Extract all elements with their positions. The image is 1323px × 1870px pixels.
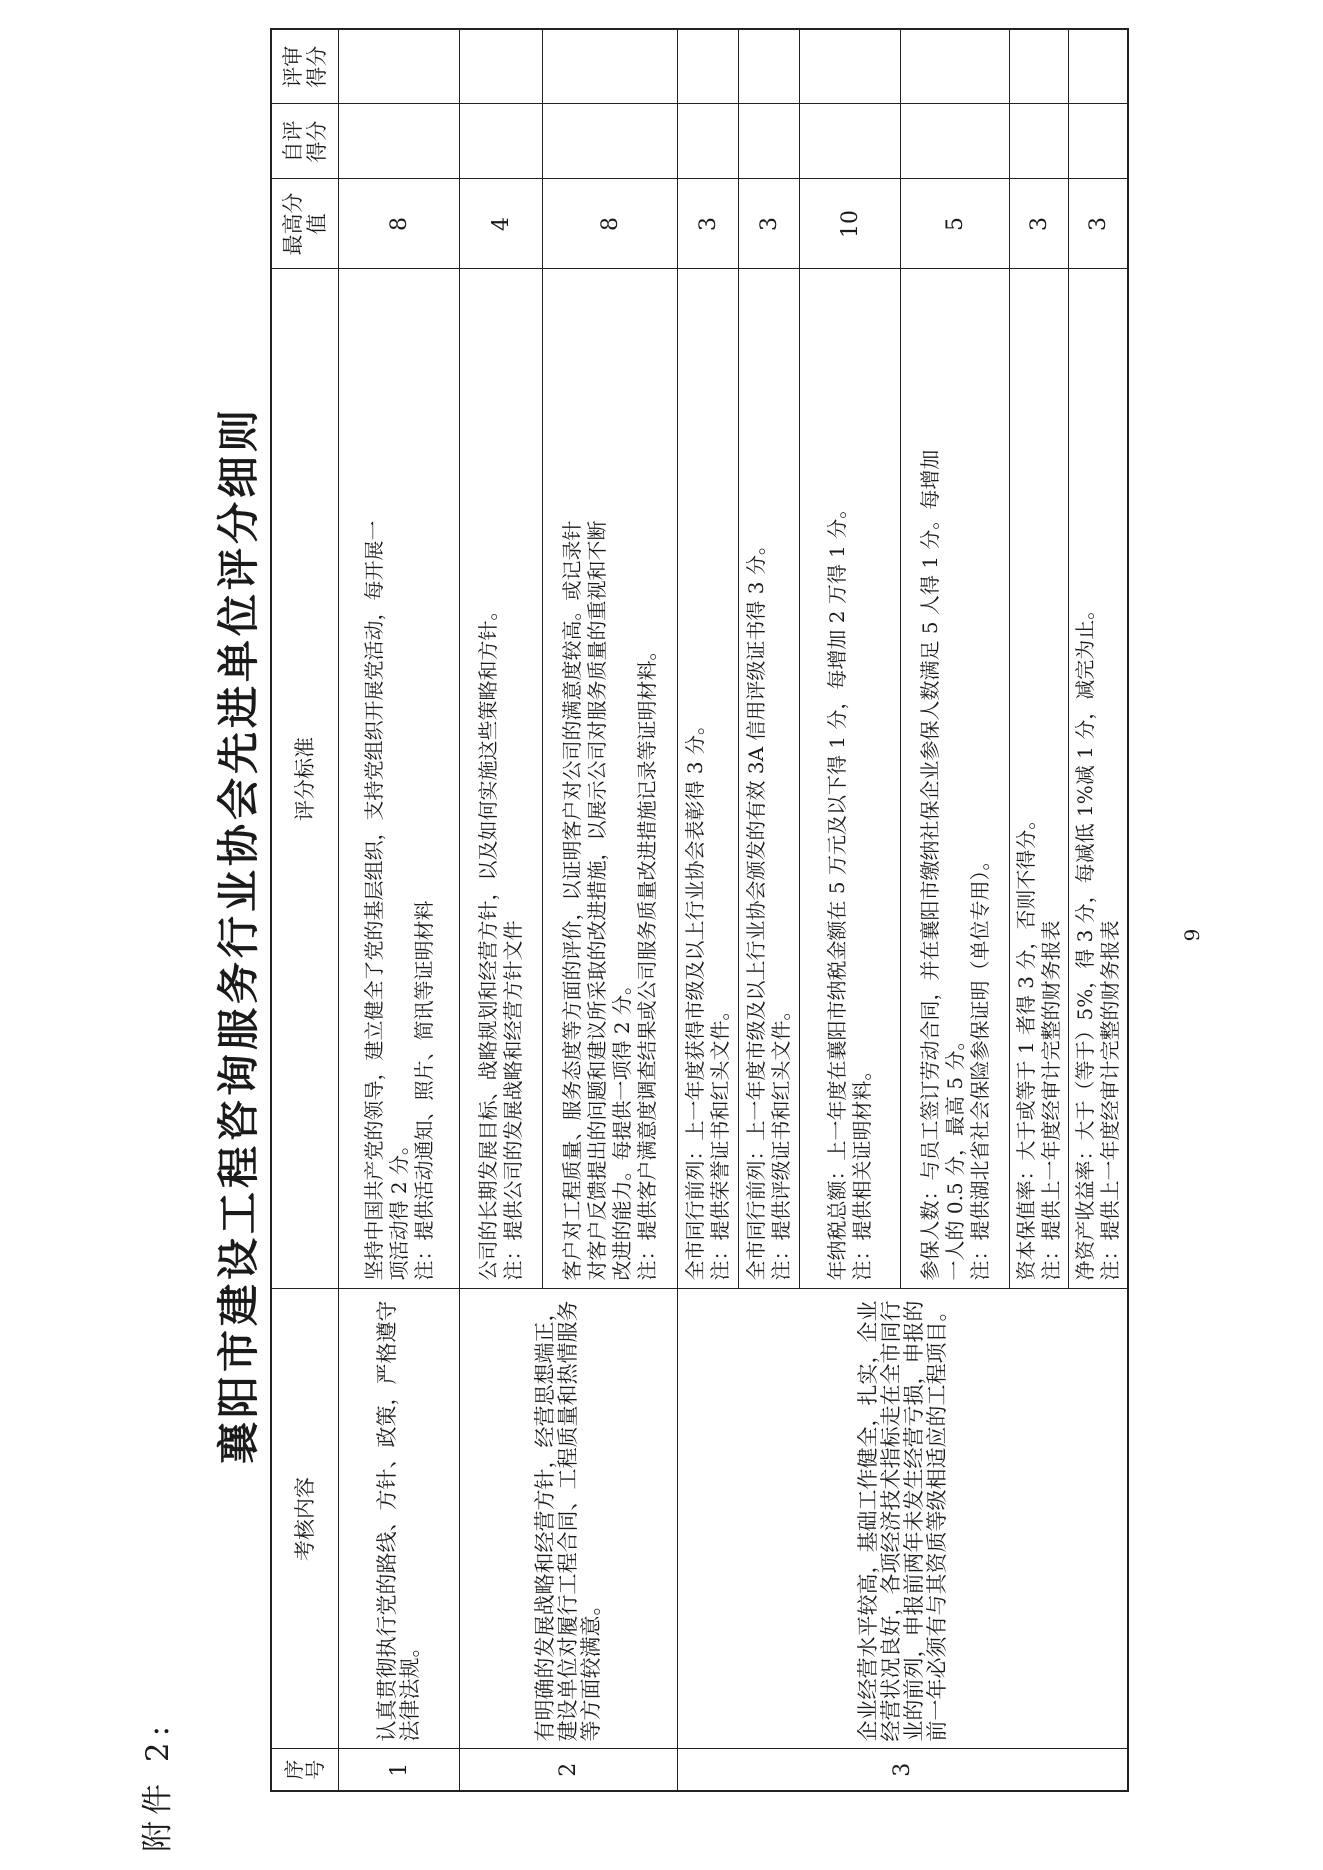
standard-line: 全市同行前列：上一年度市级及以上行业协会颁发的有效 3A 信用评级证书得 3 分。 (744, 535, 768, 1281)
self-score-cell[interactable] (901, 104, 1010, 179)
self-score-cell[interactable] (800, 104, 901, 179)
table-row (678, 29, 739, 1791)
row-max-score: 4 (460, 179, 543, 269)
row-max-score: 8 (543, 179, 678, 269)
standard-line: 注：提供湖北省社会保险参保证明（单位专用）。 (967, 850, 992, 1281)
self-score-cell[interactable] (739, 104, 800, 179)
scoring-table (270, 28, 1129, 1792)
standard-line: 注：提供客户满意度调查结果或公司服务质量改进措施记录等证明材料。 (635, 640, 659, 1281)
header-seq: 序号 (271, 1749, 339, 1791)
standard-line: 年纳税总额：上一年度在襄阳市纳税金额在 5 万元及以下得 1 分，每增加 2 万得 1 分。 (825, 498, 849, 1281)
standard-line: 坚持中国共产党的领导，建立健全了党的基层组织，支持党组织开展党活动，每开展一 (361, 520, 386, 1281)
row-standard (543, 269, 678, 1289)
audit-score-cell[interactable] (460, 29, 543, 104)
audit-score-cell[interactable] (901, 29, 1010, 104)
table-row (460, 29, 543, 1791)
standard-line: 注：提供相关证明材料。 (850, 1060, 874, 1281)
row-max-score: 3 (678, 179, 739, 269)
audit-score-cell[interactable] (739, 29, 800, 104)
row-standard (678, 269, 739, 1289)
standard-line: 注：提供公司的发展战略和经营方针文件 (501, 920, 525, 1281)
document-title: 襄阳市建设工程咨询服务行业协会先进单位评分细则 (214, 406, 263, 1465)
standard-line: 注：提供荣誉证书和红头文件。 (708, 1000, 732, 1281)
standard-line: 注：提供上一年度经审计完整的财务报表 (1039, 920, 1063, 1281)
standard-line: 项活动得 2 分。 (386, 1135, 411, 1281)
row-seq: 3 (678, 1749, 1129, 1791)
standard-line: 全市同行前列：上一年度获得市级及以上行业协会表彰得 3 分。 (683, 715, 707, 1281)
standard-line: 注：提供评级证书和红头文件。 (769, 1000, 793, 1281)
self-score-cell[interactable] (1069, 104, 1129, 179)
standard-line: 注：提供上一年度经审计完整的财务报表 (1098, 920, 1122, 1281)
row-max-score: 3 (1010, 179, 1069, 269)
row-standard (339, 269, 460, 1289)
standard-line: 公司的长期发展目标、战略规划和经营方针，以及如何实施这些策略和方针。 (476, 600, 500, 1281)
row-max-score: 3 (739, 179, 800, 269)
row-standard (739, 269, 800, 1289)
row-seq: 1 (339, 1749, 460, 1791)
audit-score-cell[interactable] (800, 29, 901, 104)
row-max-score: 3 (1069, 179, 1129, 269)
self-score-cell[interactable] (1010, 104, 1069, 179)
self-score-cell[interactable] (543, 104, 678, 179)
row-max-score: 10 (800, 179, 901, 269)
audit-score-cell[interactable] (1069, 29, 1129, 104)
header-max-score: 最高分值 (271, 179, 339, 269)
standard-line: 一人的 0.5 分，最高 5 分。 (942, 1030, 967, 1281)
row-max-score: 8 (339, 179, 460, 269)
audit-score-cell[interactable] (339, 29, 460, 104)
page-number: 9 (1180, 928, 1204, 942)
header-self-score: 自评得分 (271, 104, 339, 179)
audit-score-cell[interactable] (1010, 29, 1069, 104)
audit-score-cell[interactable] (678, 29, 739, 104)
row-standard (1069, 269, 1129, 1289)
table-row (339, 29, 460, 1791)
standard-line: 参保人数：与员工签订劳动合同，并在襄阳市缴纳社保企业参保人数满足 5 人得 1 分。每增加 (917, 449, 942, 1281)
table-header-row (271, 29, 339, 1791)
standard-line: 资本保值率：大于或等于 1 者得 3 分，否则不得分。 (1014, 809, 1038, 1281)
self-score-cell[interactable] (678, 104, 739, 179)
row-standard (460, 269, 543, 1289)
row-standard (901, 269, 1010, 1289)
self-score-cell[interactable] (460, 104, 543, 179)
header-audit-score: 评审得分 (271, 29, 339, 104)
standard-line: 改进的能力。每提供一项得 2 分。 (610, 975, 634, 1281)
standard-line: 客户对工程质量、服务态度等方面的评价，以证明客户对公司的满意度较高。或记录针 (560, 520, 584, 1281)
row-standard (800, 269, 901, 1289)
row-content: 认真贯彻执行党的路线、方针、政策，严格遵守法律法规。 (339, 1289, 460, 1749)
row-content: 有明确的发展战略和经营方针，经营思想端正，建设单位对履行工程合同、工程质量和热情服务等方面较满意。 (460, 1289, 678, 1749)
standard-line: 对客户反馈提出的问题和建议所采取的改进措施，以展示公司对服务质量的重视和不断 (585, 520, 609, 1281)
row-seq: 2 (460, 1749, 678, 1791)
header-content: 考核内容 (271, 1289, 339, 1749)
row-content: 企业经营水平较高，基础工作健全，扎实，企业经营状况良好，各项经济技术指标走在全市同行业的前列，申报前两年未发生经营亏损，申报的前一年必须有与其资质等级相适应的工程项目。 (678, 1289, 1129, 1749)
audit-score-cell[interactable] (543, 29, 678, 104)
attachment-label: 附件 2: (140, 1719, 176, 1852)
standard-line: 注：提供活动通知、照片、简讯等证明材料 (411, 900, 436, 1281)
row-standard (1010, 269, 1069, 1289)
self-score-cell[interactable] (339, 104, 460, 179)
standard-line: 净资产收益率：大于（等于）5%，得 3 分，每减低 1%减 1 分，减完为止。 (1073, 599, 1097, 1281)
header-standard: 评分标准 (271, 269, 339, 1289)
row-max-score: 5 (901, 179, 1010, 269)
